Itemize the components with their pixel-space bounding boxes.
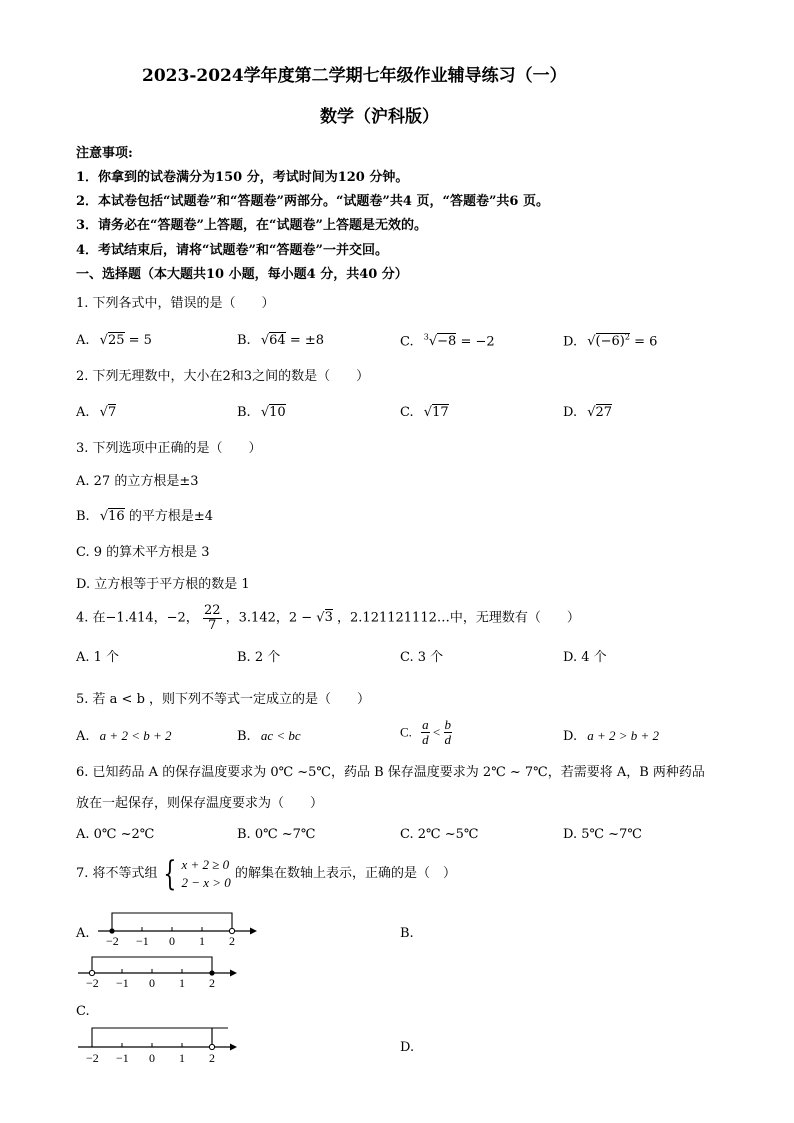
q2-c-radicand: 17 — [432, 405, 449, 420]
q3-label-b: B. — [76, 509, 90, 524]
q3-b-rest: 的平方根是±4 — [128, 509, 213, 524]
q7-ineq2: 2 − x > 0 — [181, 874, 231, 890]
page-subtitle: 数学（沪科版） — [320, 107, 439, 127]
q1-option-c: C. $^3$√−8 = −2 — [400, 333, 495, 350]
q4-stem-pre: 4. 在−1.414，−2， — [76, 610, 199, 626]
q7-label-d: D. — [400, 1040, 415, 1055]
tick-label-2: 2 — [209, 1051, 215, 1065]
q3-option-c: C. 9 的算术平方根是 3 — [76, 545, 210, 560]
q2-label-c: C. — [400, 405, 414, 420]
note-item-2: 2．本试卷包括“试题卷”和“答题卷”两部分。“试题卷”共4 页，“答题卷”共6 页。 — [76, 194, 550, 209]
tick-label-2: 2 — [229, 934, 235, 947]
q1-a-radicand: 25 — [107, 333, 125, 348]
q5-label-d: D. — [563, 729, 578, 744]
q1-option-b: B. √64 = ±8 — [237, 333, 325, 348]
q4-frac-num: 22 — [203, 603, 221, 618]
q1-label-d: D. — [563, 334, 578, 350]
q4-option-c: C. 3 个 — [400, 650, 444, 665]
q4-option-b: B. 2 个 — [237, 650, 281, 665]
q4-option-a: A. 1 个 — [76, 650, 120, 665]
endpoint-closed — [209, 970, 214, 975]
q5-b-expr: ac < bc — [260, 728, 301, 743]
q2-d-radicand: 27 — [595, 405, 613, 420]
q3-option-b: B. √16 的平方根是±4 — [76, 509, 213, 524]
q2-b-radicand: 10 — [269, 405, 286, 420]
tick-label-neg1: −1 — [136, 934, 149, 947]
q7-label-b: B. — [400, 926, 414, 941]
tick-label-neg1: −1 — [116, 976, 129, 990]
q1-a-rest: = 5 — [128, 333, 152, 348]
tick-label-1: 1 — [179, 976, 185, 990]
solution-bracket-right — [212, 1028, 228, 1047]
q2-option-b: B. √10 — [237, 405, 286, 420]
q5-stem: 5. 若 a < b ，则下列不等式一定成立的是（ ） — [76, 692, 371, 707]
q6-option-d: D. 5℃ ~7℃ — [563, 827, 642, 842]
q5-c-num-b: b — [444, 717, 452, 732]
q5-c-frac-a — [421, 718, 430, 746]
q7-system — [181, 856, 230, 891]
tick-label-0: 0 — [149, 1051, 155, 1065]
q5-c-den-b: d — [444, 731, 452, 747]
q7-numberline-c — [72, 1025, 242, 1067]
tick-label-neg2: −2 — [86, 1051, 99, 1065]
tick-label-0: 0 — [149, 976, 155, 990]
q1-option-d: D. $√(-6)^2 = 6$ — [563, 333, 658, 350]
q4-stem-post: ，2.121121112…中，无理数有（ ） — [337, 610, 580, 626]
q1-stem: 1. 下列各式中，错误的是（ ） — [76, 296, 275, 311]
q1-option-a: A. √25 = 5 — [76, 333, 152, 348]
q5-d-expr: a + 2 > b + 2 — [587, 728, 660, 743]
q7-brace: { — [163, 853, 176, 894]
q1-c-index: 3 — [423, 333, 429, 342]
q7-numberline-a — [92, 907, 262, 947]
q7-numberline-b — [72, 951, 242, 991]
section-heading: 一、选择题（本大题共10 小题，每小题4 分，共40 分） — [76, 267, 408, 282]
tick-label-1: 1 — [179, 1051, 185, 1065]
endpoint-open — [89, 970, 94, 975]
tick-label-1: 1 — [199, 934, 205, 947]
q5-c-frac-b — [444, 718, 453, 746]
q4-stem-mid: ，3.142，2 − — [225, 610, 313, 626]
q5-option-a — [76, 729, 172, 743]
note-item-4: 4．考试结束后，请将“试题卷”和“答题卷”一并交回。 — [76, 243, 388, 258]
note-item-3: 3．请务必在“答题卷”上答题，在“试题卷”上答题是无效的。 — [76, 218, 427, 233]
q1-c-radicand: −8 — [437, 334, 457, 350]
q4-option-d: D. 4 个 — [563, 650, 607, 665]
q7-ineq1: x + 2 ≥ 0 — [181, 857, 230, 872]
endpoint-open — [209, 1044, 214, 1049]
tick-label-2: 2 — [209, 976, 215, 990]
page-title: 2023-2024学年度第二学期七年级作业辅导练习（一） — [142, 66, 567, 86]
q7-stem-pre: 7. 将不等式组 — [76, 866, 158, 882]
tick-label-neg1: −1 — [116, 1051, 129, 1065]
notes-heading: 注意事项: — [76, 146, 133, 161]
q5-option-b — [237, 729, 301, 743]
q5-label-b: B. — [237, 729, 251, 744]
q2-label-a: A. — [76, 405, 90, 420]
q5-label-c: C. — [400, 724, 412, 740]
q5-c-op: < — [432, 724, 441, 740]
tick-label-neg2: −2 — [86, 976, 99, 990]
q3-b-radicand: 16 — [108, 509, 125, 524]
q1-b-radicand: 64 — [269, 333, 286, 348]
q1-d-exp: 2 — [624, 333, 630, 342]
q5-c-den-a: d — [422, 731, 429, 747]
q1-label-b: B. — [237, 333, 251, 348]
q6-option-b: B. 0℃ ~7℃ — [237, 827, 316, 842]
q2-option-c: C. √17 — [400, 405, 449, 420]
q7-stem-post: 的解集在数轴上表示，正确的是（ ） — [234, 866, 456, 882]
axis-arrow — [230, 1044, 237, 1051]
note-item-1: 1．你拿到的试卷满分为150 分，考试时间为120 分钟。 — [76, 170, 409, 185]
q6-option-a: A. 0℃ ~2℃ — [76, 827, 155, 842]
tick-label-neg2: −2 — [106, 934, 119, 947]
q5-label-a: A. — [76, 729, 90, 744]
q4-fraction — [203, 604, 222, 632]
q6-stem-line1: 6. 已知药品 A 的保存温度要求为 0℃ ~5℃，药品 B 保存温度要求为 2℃ ~ 7℃，若需要将 A，B 两种药品 — [76, 765, 705, 780]
q2-label-b: B. — [237, 405, 251, 420]
axis-arrow — [250, 928, 257, 935]
q5-option-d — [563, 729, 659, 743]
endpoint-closed — [109, 928, 114, 933]
q5-option-c — [400, 718, 452, 746]
axis-arrow — [230, 970, 237, 977]
q4-stem: 4. 在−1.414，−2， $\frac{22}{7}$ ，3.142，2 − √3 ，2.121121112…中，无理数有（ ） — [76, 603, 580, 633]
q2-a-radicand: 7 — [107, 405, 117, 420]
endpoint-open — [229, 928, 234, 933]
q1-c-rest: = −2 — [460, 334, 495, 350]
q2-option-d: D. √27 — [563, 405, 613, 420]
q7-label-a: A. — [76, 926, 90, 941]
q4-radicand: 3 — [324, 610, 333, 626]
q5-a-expr: a + 2 < b + 2 — [99, 728, 172, 743]
q3-option-a: A. 27 的立方根是±3 — [76, 474, 199, 489]
q2-option-a: A. √7 — [76, 405, 117, 420]
q7-label-c: C. — [76, 1004, 90, 1019]
q2-stem: 2. 下列无理数中，大小在2和3之间的数是（ ） — [76, 369, 370, 384]
q1-d-base: (−6) — [595, 334, 625, 350]
q1-b-rest: = ±8 — [289, 333, 325, 348]
q5-c-num-a: a — [422, 717, 429, 732]
q1-label-c: C. — [400, 334, 414, 350]
q4-frac-den: 7 — [208, 617, 217, 633]
q6-option-c: C. 2℃ ~5℃ — [400, 827, 479, 842]
tick-label-0: 0 — [169, 934, 175, 947]
q3-option-d: D. 立方根等于平方根的数是 1 — [76, 577, 250, 592]
q2-label-d: D. — [563, 405, 578, 420]
q1-d-rest: = 6 — [634, 334, 658, 350]
q1-label-a: A. — [76, 333, 90, 348]
q3-stem: 3. 下列选项中正确的是（ ） — [76, 441, 262, 456]
q6-stem-line2: 放在一起保存，则保存温度要求为（ ） — [76, 796, 324, 811]
q7-stem — [76, 853, 456, 894]
